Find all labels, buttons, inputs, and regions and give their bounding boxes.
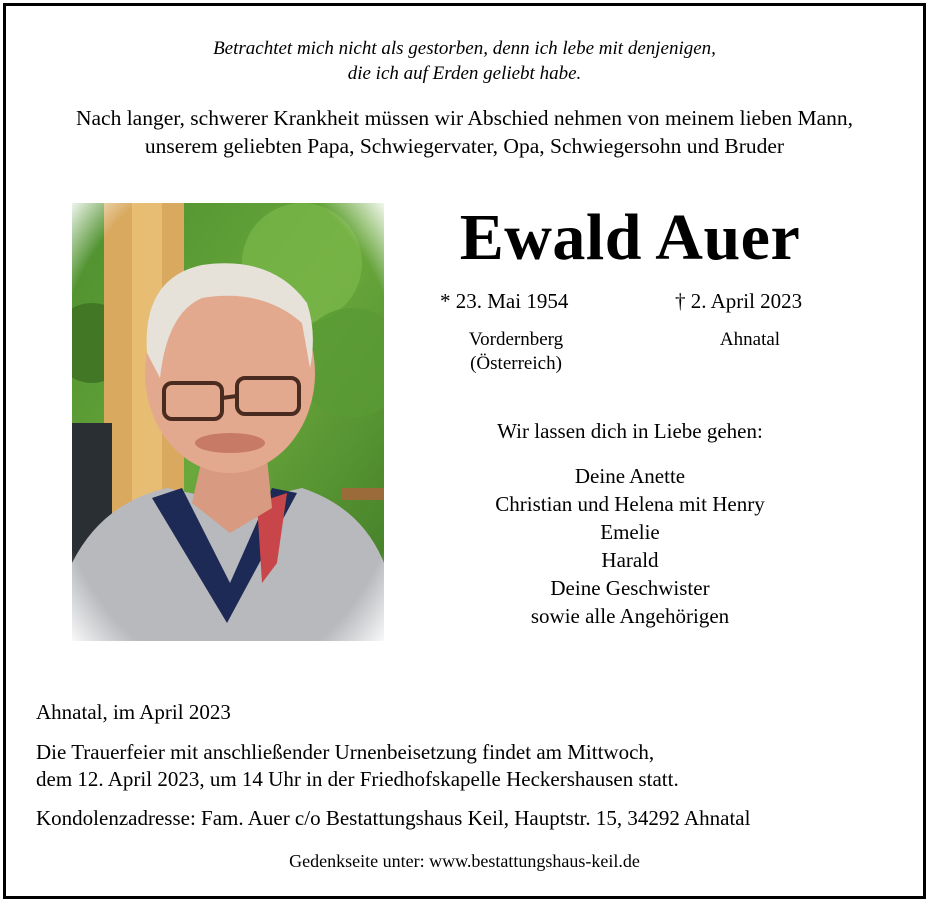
- mourner-name: Emelie: [600, 520, 660, 544]
- intro-text: [0, 104, 929, 160]
- birth-place: [446, 328, 586, 376]
- birth-place-line: Vordernberg: [468, 329, 564, 350]
- memorial-website: Gedenkseite unter: www.bestattungshaus-keil.de: [289, 851, 640, 871]
- mourner-name: Deine Anette: [574, 464, 686, 488]
- mourner-name: Deine Geschwister: [550, 576, 710, 600]
- death-place: Ahnatal: [719, 329, 781, 350]
- birth-place-line: (Österreich): [470, 353, 562, 374]
- portrait-illustration: [72, 203, 384, 641]
- intro-line: Nach langer, schwerer Krankheit müssen wir Abschied nehmen von meinem lieben Mann,: [75, 106, 854, 130]
- intro-line: unserem geliebten Papa, Schwiegervater, Opa, Schwiegersohn und Bruder: [144, 134, 785, 158]
- ceremony-line: dem 12. April 2023, um 14 Uhr in der Friedhofskapelle Heckershausen statt.: [36, 767, 679, 791]
- deceased-name: Ewald Auer: [459, 201, 801, 274]
- mourner-name: Christian und Helena mit Henry: [495, 492, 765, 516]
- mourner-name: sowie alle Angehörigen: [530, 604, 730, 628]
- place-date: Ahnatal, im April 2023: [36, 700, 231, 724]
- mourners-heading: Wir lassen dich in Liebe gehen:: [497, 419, 763, 443]
- ceremony-info: [36, 739, 679, 793]
- memorial-quote: [0, 36, 929, 86]
- death-date: † 2. April 2023: [675, 289, 803, 313]
- ceremony-line: Die Trauerfeier mit anschließender Urnenbeisetzung findet am Mittwoch,: [36, 740, 655, 764]
- mourners-list: [430, 462, 830, 630]
- birth-date: * 23. Mai 1954: [440, 289, 569, 313]
- quote-line: die ich auf Erden geliebt habe.: [347, 63, 582, 84]
- mourner-name: Harald: [601, 548, 659, 572]
- condolence-address: Kondolenzadresse: Fam. Auer c/o Bestattungshaus Keil, Hauptstr. 15, 34292 Ahnatal: [36, 806, 751, 830]
- portrait-photo: [72, 203, 384, 641]
- quote-line: Betrachtet mich nicht als gestorben, denn ich lebe mit denjenigen,: [213, 38, 716, 59]
